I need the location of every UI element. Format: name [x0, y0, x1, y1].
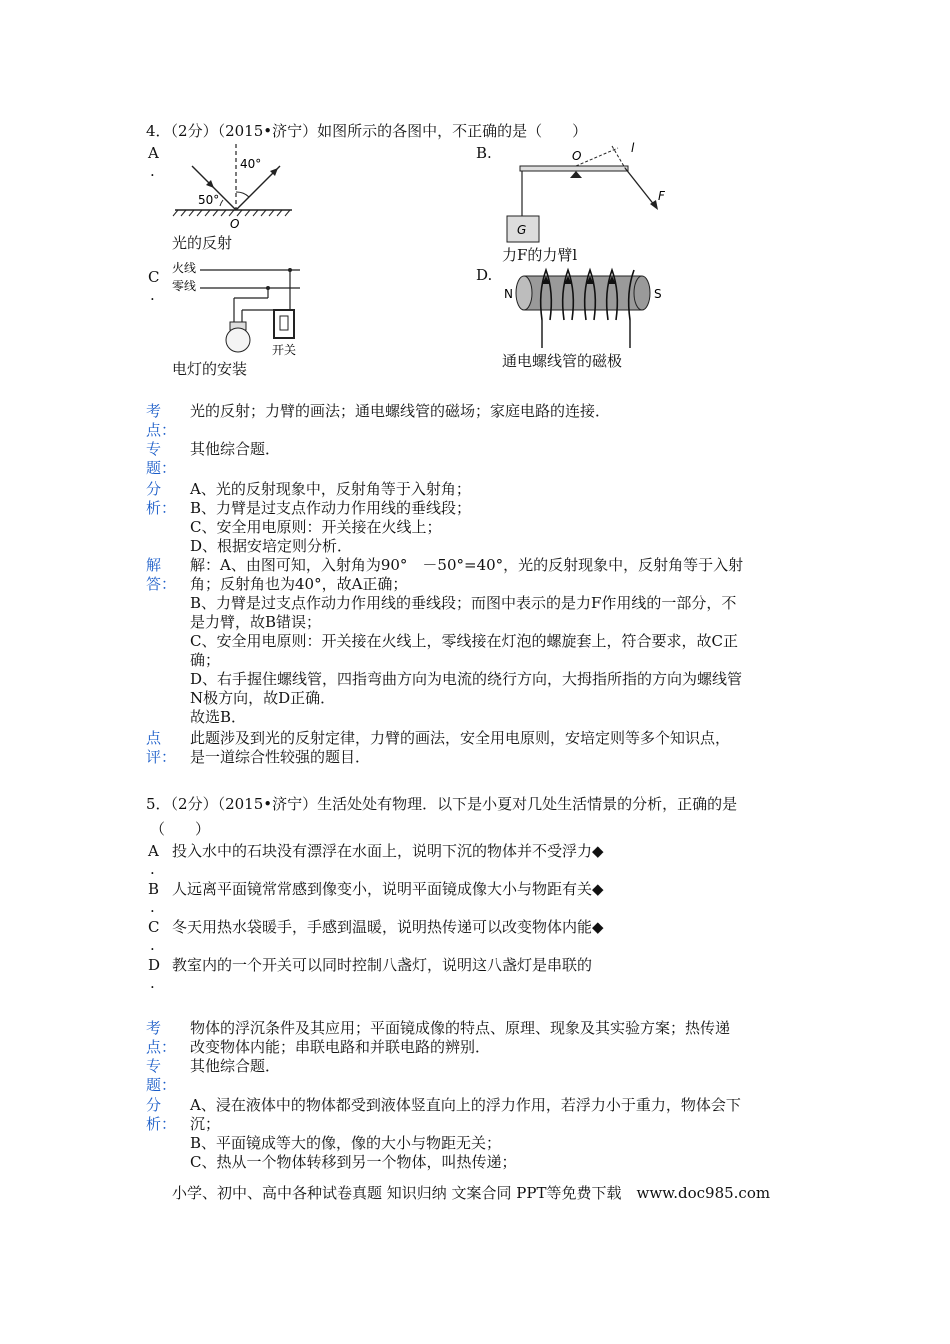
q4-fenxi-line: B、力臂是过支点作动力作用线的垂线段；	[190, 499, 472, 517]
q5-zhuanti-label: 专题：	[146, 1057, 177, 1094]
q4-dianping-label: 点评：	[146, 729, 177, 766]
q5-fenxi-line: A、浸在液体中的物体都受到液体竖直向上的浮力作用，若浮力小于重力，物体会下	[190, 1096, 741, 1114]
q5-option-a-text: 投入水中的石块没有漂浮在水面上，说明下沉的物体并不受浮力◆	[172, 842, 604, 860]
q5-fenxi-label: 分析：	[146, 1096, 177, 1133]
q4-option-c-dot: .	[150, 286, 155, 304]
q5-option-d-dot: .	[150, 974, 155, 992]
q4-option-b-letter: B.	[476, 144, 492, 162]
q5-option-c-letter: C	[148, 918, 160, 936]
q4-fenxi-line: D、根据安培定则分析．	[190, 537, 353, 555]
q4-dianping-line: 此题涉及到光的反射定律，力臂的画法，安全用电原则，安培定则等多个知识点，	[190, 729, 731, 747]
q4-option-a-letter: A	[148, 144, 159, 162]
q4-fenxi-line: C、安全用电原则：开关接在火线上；	[190, 518, 442, 536]
neutral-wire-label: 零线	[172, 279, 197, 293]
q5-fenxi-line: C、热从一个物体转移到另一个物体，叫热传递；	[190, 1153, 517, 1171]
q4-jieda-line: 解：A、由图可知，入射角为90° －50°=40°，光的反射现象中，反射角等于入射	[190, 556, 744, 574]
arm-line	[576, 148, 618, 166]
q5-kaodian-line: 物体的浮沉条件及其应用；平面镜成像的特点、原理、现象及其实验方案；热传递	[190, 1019, 731, 1037]
lever-bar	[520, 166, 628, 171]
q4-option-a-caption: 光的反射	[172, 234, 233, 252]
q4-jieda-line: 角；反射角也为40°，故A正确；	[190, 575, 408, 593]
angle-40-label: 40°	[240, 157, 262, 171]
q4-option-a-dot: .	[150, 162, 155, 180]
q4-option-c-letter: C	[148, 268, 160, 286]
q5-option-b-text: 人远离平面镜常常感到像变小，说明平面镜成像大小与物距有关◆	[172, 880, 604, 898]
q4-heading: 4．（2分）（2015•济宁）如图所示的各图中，不正确的是（ ）	[146, 122, 588, 140]
q4-jieda-line: N极方向，故D正确．	[190, 689, 336, 707]
point-o-label: O	[230, 217, 240, 231]
q4-jieda-line: C、安全用电原则：开关接在火线上，零线接在灯泡的螺旋套上，符合要求，故C正	[190, 632, 738, 650]
q5-option-a-letter: A	[148, 842, 159, 860]
point-o-label-b: O	[572, 149, 582, 163]
q5-option-d-text: 教室内的一个开关可以同时控制八盏灯，说明这八盏灯是串联的	[172, 956, 593, 974]
q5-heading: 5．（2分）（2015•济宁）生活处处有物理．以下是小夏对几处生活情景的分析，正确的是	[146, 795, 738, 813]
q5-option-d-letter: D	[148, 956, 161, 974]
q4-zhuanti-text: 其他综合题．	[190, 440, 281, 458]
q4-jieda-line: 确；	[190, 651, 221, 669]
solenoid-figure	[498, 262, 668, 350]
force-f-label: F	[658, 189, 665, 203]
q4-option-d-caption: 通电螺线管的磁极	[502, 352, 623, 370]
q5-option-c-text: 冬天用热水袋暖手，手感到温暖，说明热传递可以改变物体内能◆	[172, 918, 604, 936]
q5-option-b-letter: B	[148, 880, 160, 898]
q5-kaodian-line: 改变物体内能；串联电路和并联电路的辨别．	[190, 1038, 491, 1056]
q5-kaodian-label: 考点：	[146, 1019, 177, 1056]
q5-answer-paren: （ ）	[150, 820, 211, 838]
q4-option-b-caption: 力F的力臂l	[502, 246, 578, 264]
pole-n-label: N	[504, 287, 513, 301]
q4-option-d-letter: D.	[476, 266, 493, 284]
angle-50-label: 50°	[198, 193, 220, 207]
bulb-icon	[226, 328, 250, 352]
q4-jieda-line: 是力臂，故B错误；	[190, 613, 322, 631]
q4-jieda-line: B、力臂是过支点作动力作用线的垂线段；而图中表示的是力F作用线的一部分，不	[190, 594, 737, 612]
switch-label: 开关	[272, 343, 297, 357]
q4-jieda-line: D、右手握住螺线管，四指弯曲方向为电流的绕行方向，大拇指所指的方向为螺线管	[190, 670, 743, 688]
weight-g-label: G	[517, 223, 527, 237]
q5-option-b-dot: .	[150, 898, 155, 916]
pole-s-label: S	[654, 287, 662, 301]
arm-l-label: l	[631, 141, 635, 155]
q4-zhuanti-label: 专题：	[146, 440, 177, 477]
q5-fenxi-line: B、平面镜成等大的像，像的大小与物距无关；	[190, 1134, 502, 1152]
q5-fenxi-line: 沉；	[190, 1115, 221, 1133]
q5-zhuanti-text: 其他综合题．	[190, 1057, 281, 1075]
q5-option-c-dot: .	[150, 936, 155, 954]
q4-fenxi-line: A、光的反射现象中，反射角等于入射角；	[190, 480, 471, 498]
page-footer: 小学、初中、高中各种试卷真题 知识归纳 文案合同 PPT等免费下载 www.doc985.com	[172, 1184, 771, 1202]
q4-jieda-label: 解答：	[146, 556, 177, 593]
q5-option-a-dot: .	[150, 860, 155, 878]
q4-jieda-line: 故选B．	[190, 708, 247, 726]
reflection-figure	[170, 142, 300, 232]
q4-fenxi-label: 分析：	[146, 480, 177, 517]
q4-dianping-line: 是一道综合性较强的题目．	[190, 748, 371, 766]
q4-kaodian-text: 光的反射；力臂的画法；通电螺线管的磁场；家庭电路的连接．	[190, 402, 611, 420]
fulcrum-icon	[570, 171, 582, 178]
q4-option-c-caption: 电灯的安装	[172, 360, 248, 378]
q4-kaodian-label: 考点：	[146, 402, 177, 439]
circuit-figure	[170, 258, 305, 358]
live-wire-label: 火线	[172, 261, 197, 275]
lever-figure	[500, 138, 675, 248]
force-line	[625, 168, 655, 206]
